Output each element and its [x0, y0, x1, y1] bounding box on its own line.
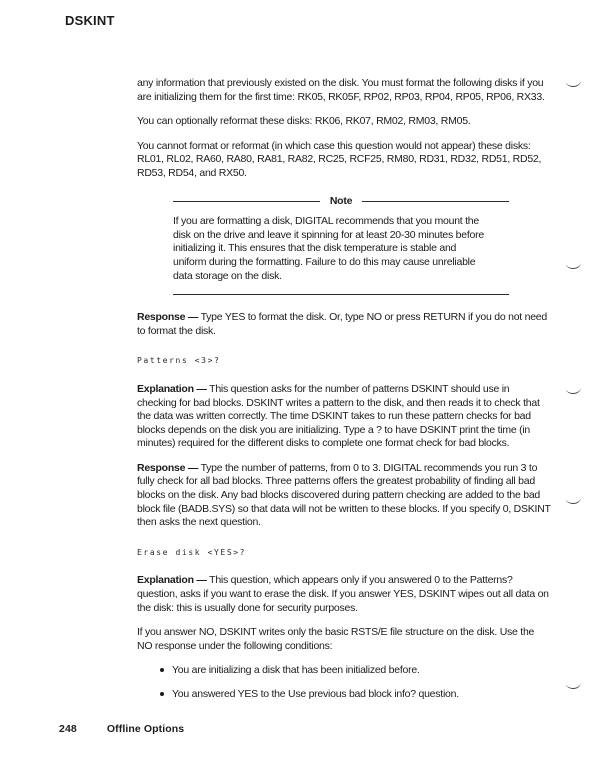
bullet-icon — [160, 692, 164, 696]
format-response-paragraph — [137, 311, 551, 338]
erase-explanation-paragraph — [137, 574, 551, 615]
scan-artifact-mark — [566, 261, 581, 269]
note-block — [173, 195, 509, 296]
scan-artifact-mark — [566, 681, 581, 689]
explanation-text: This question asks for the number of patterns DSKINT should use in checking for bad blocks. DSKINT writes a pattern to the disk, and then reads it to check that the data was written correctly. The time DSKINT takes to run these pattern checks for bad blocks depends on the disk you are initializing. Type a ? to have DSKINT print the time (in minutes) required for the different disks to complete one format check for bad blocks. — [137, 382, 540, 450]
patterns-explanation-paragraph — [137, 383, 551, 451]
page-body — [137, 77, 551, 712]
scan-artifact-mark — [566, 79, 581, 87]
explanation-lead-label: Explanation — — [137, 382, 207, 395]
page-title: DSKINT — [65, 13, 115, 28]
bullet-icon — [160, 668, 164, 672]
note-rule-bottom — [173, 294, 509, 295]
note-body-text: If you are formatting a disk, DIGITAL recommends that you mount the disk on the drive and leave it spinning for at least 20-30 minutes before initializing it. This ensures that the disk temperature is stable and uniform during the formatting. Failure to do this may cause unreliable data storage on the disk. — [173, 215, 484, 282]
patterns-prompt: Patterns <3>? — [137, 356, 221, 366]
patterns-response-paragraph — [137, 462, 551, 530]
intro-paragraph-3: You cannot format or reformat (in which case this question would not appear) these disks: RL01, RL02, RA60, RA80, RA81, RA82, RC25, RCF25, RM80, RD31, RD32, RD51, RD52, RD53, RD54, and RX50. — [137, 139, 542, 179]
no-response-paragraph: If you answer NO, DSKINT writes only the basic RSTS/E file structure on the disk. Use the NO response under the following conditions: — [137, 626, 535, 652]
scan-artifact-mark — [566, 496, 581, 504]
list-item-text: You are initializing a disk that has been initialized before. — [172, 664, 420, 677]
response-lead-label: Response — — [137, 311, 199, 324]
erase-disk-prompt: Erase disk <YES>? — [137, 547, 247, 557]
list-item — [160, 688, 551, 702]
page-number: 248 — [59, 723, 77, 735]
explanation-text: This question, which appears only if you answered 0 to the Patterns? question, asks if you want to erase the disk. If you answer YES, DSKINT wipes out all data on the disk: this is usually done for security purposes. — [137, 574, 549, 614]
note-heading — [173, 195, 509, 209]
response-text: Type YES to format the disk. Or, type NO or press RETURN if you do not need to format the disk. — [137, 311, 547, 337]
scan-artifact-mark — [566, 386, 581, 394]
note-rule-right — [362, 201, 509, 202]
page-footer — [59, 723, 184, 735]
response-lead-label: Response — — [137, 461, 199, 474]
footer-section-title: Offline Options — [106, 723, 185, 735]
no-response-conditions-list — [137, 664, 551, 701]
note-label: Note — [329, 194, 353, 207]
intro-paragraph-1: any information that previously existed on the disk. You must format the following disks if you are initializing them for the first time: RK05, RK05F, RP02, RP03, RP04, RP05, RP06, RX33. — [137, 77, 545, 103]
response-text: Type the number of patterns, from 0 to 3. DIGITAL recommends you run 3 to fully check for all bad blocks. Three patterns offers the greatest probability of finding all bad blocks on the disk. Any bad blocks discovered during pattern checking are added to the bad block file (BADB.SYS) so that data will not be written to these blocks. If you specify 0, DSKINT then asks the next question. — [137, 461, 551, 529]
list-item-text: You answered YES to the Use previous bad block info? question. — [172, 688, 459, 700]
intro-paragraph-2: You can optionally reformat these disks: RK06, RK07, RM02, RM03, RM05. — [137, 115, 471, 128]
note-rule-left — [173, 201, 320, 202]
list-item — [160, 664, 551, 678]
explanation-lead-label: Explanation — — [137, 574, 207, 587]
